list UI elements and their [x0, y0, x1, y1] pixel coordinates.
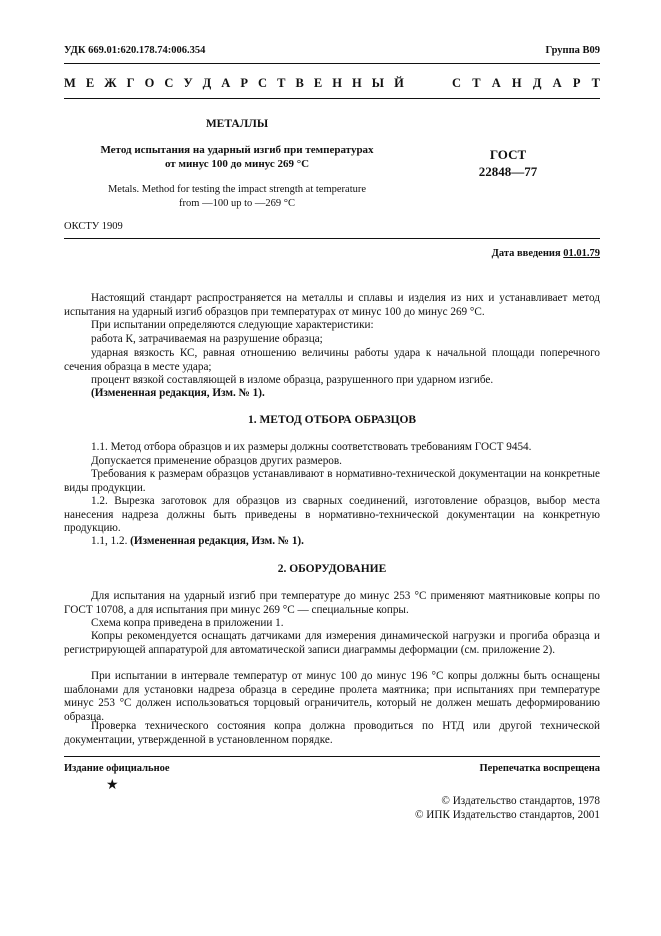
amendment-note-2-clauses: 1.1, 1.2. — [91, 535, 131, 547]
paragraph-work: работа К, затрачиваемая на разрушение образца; — [91, 333, 323, 345]
official-edition: Издание официальное — [64, 763, 170, 774]
banner-letter: Е — [85, 76, 95, 90]
banner-letter: Е — [313, 76, 323, 90]
russian-title-line-1: Метод испытания на ударный изгиб при температурах — [100, 144, 374, 156]
section-2-scheme: Схема копра приведена в приложении 1. — [91, 617, 284, 629]
english-title-line-2: from —100 up to —269 °С — [179, 198, 295, 209]
paragraph-scope: Настоящий стандарт распространяется на металлы и сплавы и изделия из них и устанавливает метод испытания на ударный изгиб образцов при температурах от минус 100 до минус 269 °С. — [64, 292, 600, 318]
section-1-heading: 1. МЕТОД ОТБОРА ОБРАЗЦОВ — [247, 414, 417, 426]
banner-letter: Й — [394, 76, 404, 90]
banner-letter: С — [164, 76, 174, 90]
star-icon: ★ — [106, 778, 119, 793]
banner-letter: Н — [351, 76, 362, 90]
russian-title-line-2: от минус 100 до минус 269 °С — [164, 158, 310, 170]
banner-letters-2 — [452, 76, 600, 91]
clause-1-1: 1.1. Метод отбора образцов и их размеры должны соответствовать требованиям ГОСТ 9454. — [91, 441, 532, 453]
amendment-note-2 — [64, 535, 600, 549]
banner-letter: У — [183, 76, 193, 90]
clause-1-2: 1.2. Вырезка заготовок для образцов из сварных соединений, изготовление образцов, выбор места нанесения надреза должны быть приведены в нормативно-технической документации на конкретную продукцию. — [64, 495, 600, 535]
banner-letter: С — [452, 76, 462, 90]
amendment-note-1: (Измененная редакция, Изм. № 1). — [91, 387, 265, 399]
banner-letter: Т — [472, 76, 481, 90]
section-2-templates: При испытании в интервале температур от минус 100 до минус 196 °С копры должны быть оснащены шаблонами для установки надреза образца в середине пролета маятника; при испытаниях при температуре минус 253 °С должен использоваться торцовый ограничитель, который не должен мешать деформированию образца. — [64, 670, 600, 723]
introduction-date-value: 01.01.79 — [563, 248, 600, 259]
banner-letter: Р — [240, 76, 248, 90]
banner-letter: А — [221, 76, 231, 90]
banner-letter: А — [552, 76, 562, 90]
introduction-date — [492, 248, 600, 259]
paragraph-ductile-percent: процент вязкой составляющей в изломе образца, разрушенного при ударном изгибе. — [91, 374, 494, 386]
title-rule — [64, 238, 600, 239]
banner-letter: Г — [126, 76, 135, 90]
section-2-heading: 2. ОБОРУДОВАНИЕ — [277, 563, 387, 575]
banner-letter: Р — [572, 76, 581, 90]
paragraph-toughness: ударная вязкость КС, равная отношению величины работы удара к начальной площади поперечного сечения образца в месте удара; — [64, 347, 600, 373]
banner-letter: Ж — [104, 76, 117, 90]
banner-letter: Н — [511, 76, 522, 90]
english-title — [64, 183, 410, 211]
banner-letter: Д — [532, 76, 542, 90]
section-2-inspection: Проверка технического состояния копра должна проводиться по НТД или другой технической документации, утвержденной в установленном порядке. — [64, 720, 600, 746]
gost-label: ГОСТ — [489, 147, 527, 162]
banner-letter: Ы — [371, 76, 385, 90]
clause-1-1-allowance: Допускается применение образцов других размеров. — [91, 455, 342, 467]
copyright-2001: © ИПК Издательство стандартов, 2001 — [414, 809, 600, 821]
banner-letter: С — [258, 76, 268, 90]
banner-letter: О — [144, 76, 155, 90]
paragraph-characteristics: При испытании определяются следующие характеристики: — [91, 319, 374, 331]
russian-title — [64, 143, 410, 171]
english-title-line-1: Metals. Method for testing the impact strength at temperature — [107, 184, 367, 195]
section-2-sensors: Копры рекомендуется оснащать датчиками для измерения динамической нагрузки и прогиба образца и регистрирующей аппаратурой для автоматической записи диаграммы деформации (см. приложение 2). — [64, 630, 600, 656]
section-2-testers: Для испытания на ударный изгиб при температуре до минус 253 °С применяют маятниковые копры по ГОСТ 10708, а для испытания при минус 269 °С — специальные копры. — [64, 590, 600, 616]
document-title: МЕТАЛЛЫ — [205, 118, 269, 130]
clause-1-1-requirements: Требования к размерам образцов устанавливают в нормативно-технической документации на конкретные виды продукции. — [64, 468, 600, 494]
banner-letter: М — [64, 76, 76, 90]
top-rule — [64, 63, 600, 64]
amendment-note-2-text: (Измененная редакция, Изм. № 1). — [130, 535, 304, 547]
reprint-prohibited: Перепечатка воспрещена — [479, 763, 600, 774]
okstu-code: ОКСТУ 1909 — [64, 221, 123, 232]
banner-letter: Т — [591, 76, 600, 90]
footer-rule — [64, 756, 600, 757]
banner-letter: А — [491, 76, 501, 90]
banner-letter: Н — [332, 76, 342, 90]
banner — [64, 76, 600, 91]
banner-letter: В — [295, 76, 304, 90]
udc-code: УДК 669.01:620.178.74:006.354 — [64, 45, 206, 56]
copyright-1978: © Издательство стандартов, 1978 — [441, 795, 600, 807]
banner-letter: Д — [202, 76, 212, 90]
group-code: Группа В09 — [545, 45, 600, 56]
introduction-date-label: Дата введения — [491, 248, 561, 259]
banner-letter: Т — [277, 76, 286, 90]
banner-letters-1 — [64, 76, 404, 91]
banner-rule — [64, 98, 600, 99]
gost-designation — [442, 146, 574, 180]
gost-number: 22848—77 — [478, 164, 538, 179]
